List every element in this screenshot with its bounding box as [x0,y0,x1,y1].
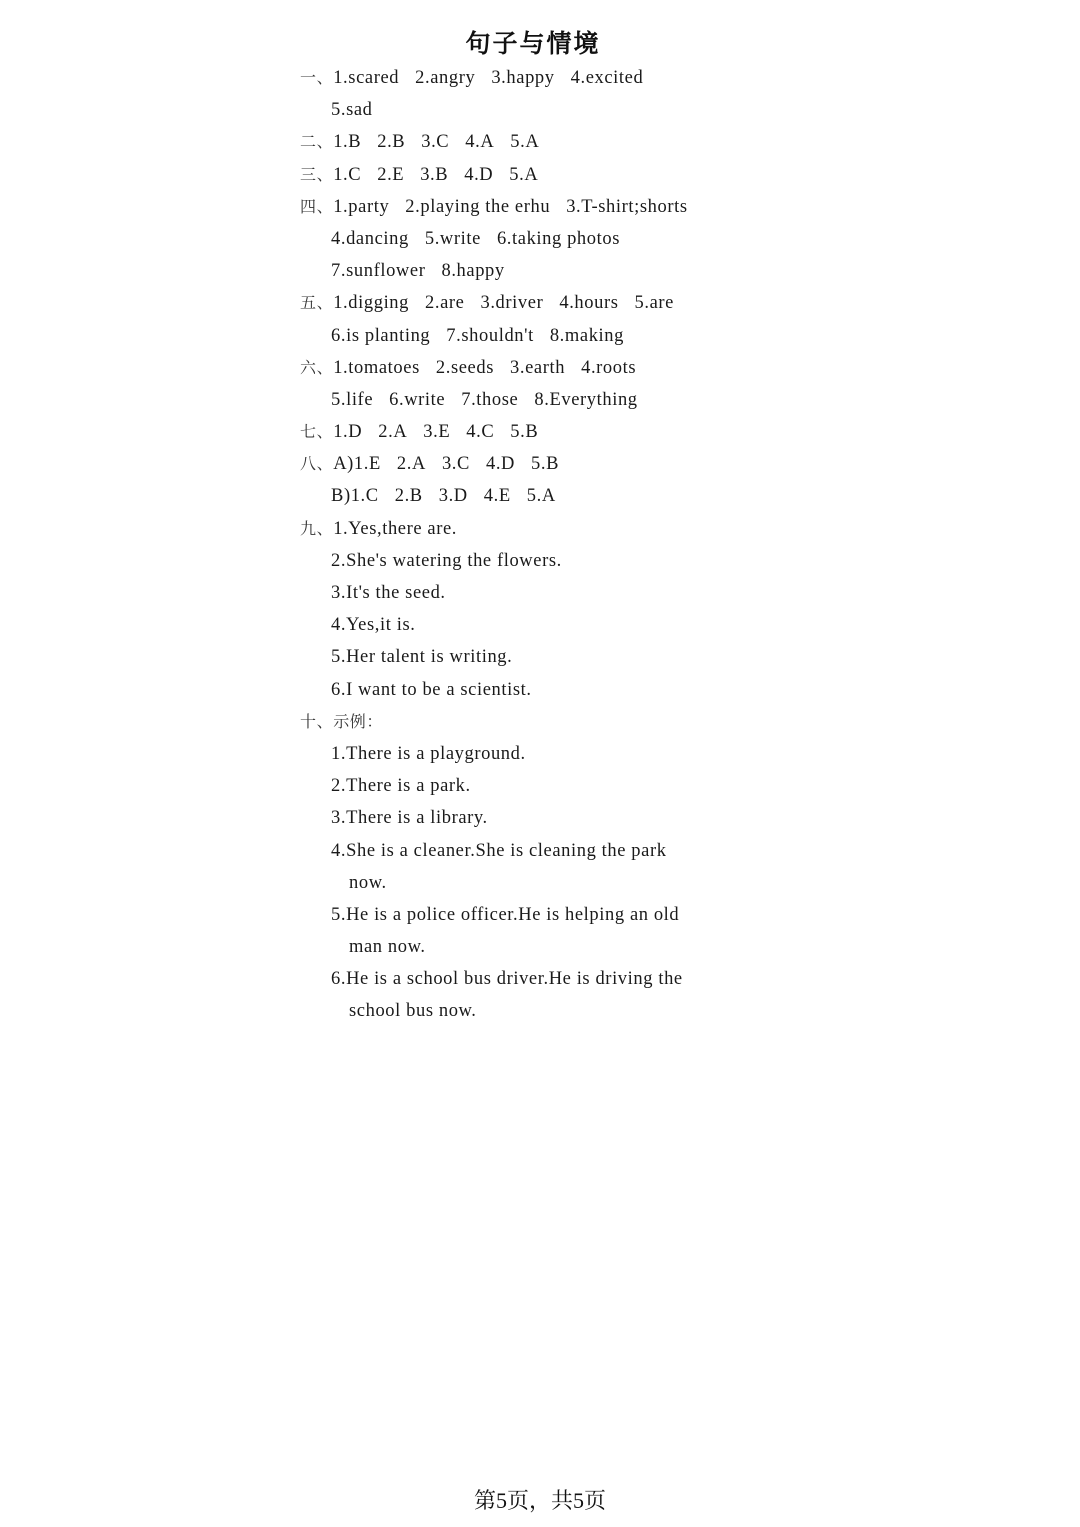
answer: 1.C [333,164,362,185]
section-5-line-1 [300,287,770,319]
answer: 5.life [331,389,374,410]
section-10-line-5 [300,867,770,899]
answer: 2.A [378,422,408,443]
answer: 8.happy [441,261,505,282]
answer: 4.D [464,164,494,185]
answer: 1.tomatoes [333,357,420,378]
answer: 5.write [424,228,481,249]
answer: 4.Yes,it is. [331,615,416,636]
section-8-line-2 [300,480,770,512]
answer: 5.A [510,132,540,153]
answer: 6.taking photos [496,228,621,249]
answer: 3.C [441,454,470,475]
answer: 2.seeds [435,357,495,378]
section-2-label: 二、 [300,132,334,152]
answer: 5.B [510,422,539,443]
answer: 5.He is a police officer.He is helping an old [331,904,680,925]
section-7-line-1 [300,416,770,448]
section-2-line-1 [300,126,770,158]
section-10-line-4 [300,835,770,867]
answer: 2.B [394,486,423,507]
section-4-label: 四、 [300,196,334,216]
section-1-label: 一、 [300,68,334,87]
answer: 3.There is a library. [331,808,488,829]
answer: 2.She's watering the flowers. [331,550,562,571]
page-title: 句子与情境 [465,29,601,58]
answer: 3.E [423,422,451,443]
section-6-line-2 [300,384,770,416]
answer: 4.She is a cleaner.She is cleaning the park [331,840,667,861]
answer-continued: school bus now. [349,1001,477,1022]
section-4-line-1 [300,191,770,223]
section-3-label: 三、 [300,164,334,184]
answer: B)1.C [331,486,379,507]
section-9-line-5 [300,641,770,673]
section-5-line-2 [300,320,770,352]
section-9-line-1 [300,513,770,545]
section-4-line-3 [300,255,770,287]
answer: 1.D [333,422,363,443]
answer: A)1.E [333,454,381,475]
section-9-line-4 [300,609,770,641]
answer: 4.dancing [331,228,409,249]
answer: 3.happy [491,68,555,88]
answer: 5.are [634,293,674,314]
answer: 4.roots [581,357,637,378]
answer: 8.Everything [534,389,638,410]
answer: 8.making [549,325,624,346]
section-4-line-2 [300,223,770,255]
answer: 5.sad [331,100,373,121]
answer: 2.playing the erhu [405,196,551,217]
answer: 2.are [425,293,465,314]
answer: 1.There is a playground. [331,743,526,764]
section-6-line-1 [300,352,770,384]
section-9-line-6 [300,674,770,706]
answer: 3.driver [480,293,544,314]
answer: 2.There is a park. [331,776,471,797]
answer-continued: man now. [349,937,426,958]
answer: 7.sunflower [331,261,426,282]
answer: 4.hours [559,293,619,314]
answer: 4.excited [570,68,644,88]
answer: 2.B [377,132,406,153]
answer: 4.C [466,422,495,443]
answer: 1.scared [333,68,400,88]
section-1-line-1 [300,62,770,94]
answer: 6.write [389,389,446,410]
section-10-line-9 [300,995,770,1027]
section-9-label: 九、 [300,518,334,538]
answer: 6.I want to be a scientist. [331,679,532,700]
section-7-label: 七、 [300,422,334,442]
answer: 3.B [420,164,449,185]
section-10-line-7 [300,931,770,963]
answer: 3.It's the seed. [331,583,446,603]
section-10-label: 十、示例： [300,711,384,731]
answer: 1.party [333,196,390,217]
section-5-label: 五、 [300,293,334,313]
section-10-line-3 [300,802,770,834]
answer: 5.B [531,454,560,475]
section-10-line-2 [300,770,770,802]
answer: 1.Yes,there are. [333,518,458,539]
answer: 3.earth [510,357,566,378]
section-10-line-0 [300,706,770,738]
section-1-line-2 [300,94,770,126]
answer: 3.D [438,486,468,507]
answer: 2.A [396,454,426,475]
section-8-line-1 [300,448,770,480]
page-footer: 第5页，共5页 [473,1488,606,1513]
answer: 7.shouldn't [446,325,534,346]
answer-list [300,62,770,1028]
answer: 5.Her talent is writing. [331,647,513,668]
answer: 7.those [461,389,519,410]
section-10-line-8 [300,963,770,995]
answer: 5.A [509,164,539,185]
section-8-label: 八、 [300,454,334,474]
answer: 2.E [377,164,405,185]
section-9-line-3 [300,577,770,609]
answer: 6.is planting [331,325,431,346]
answer: 5.A [526,486,556,507]
answer: 4.E [483,486,511,507]
section-9-line-2 [300,545,770,577]
answer: 2.angry [415,68,476,88]
answer: 3.C [421,132,450,153]
section-6-label: 六、 [300,357,334,377]
answer: 1.digging [333,293,410,314]
answer-continued: now. [349,872,387,893]
answer: 4.D [485,454,516,475]
answer: 6.He is a school bus driver.He is driving the [331,969,683,990]
section-3-line-1 [300,159,770,191]
section-10-line-6 [300,899,770,931]
answer: 3.T-shirt;shorts [566,196,688,217]
section-10-line-1 [300,738,770,770]
answer: 4.A [465,132,495,153]
answer: 1.B [333,132,362,153]
